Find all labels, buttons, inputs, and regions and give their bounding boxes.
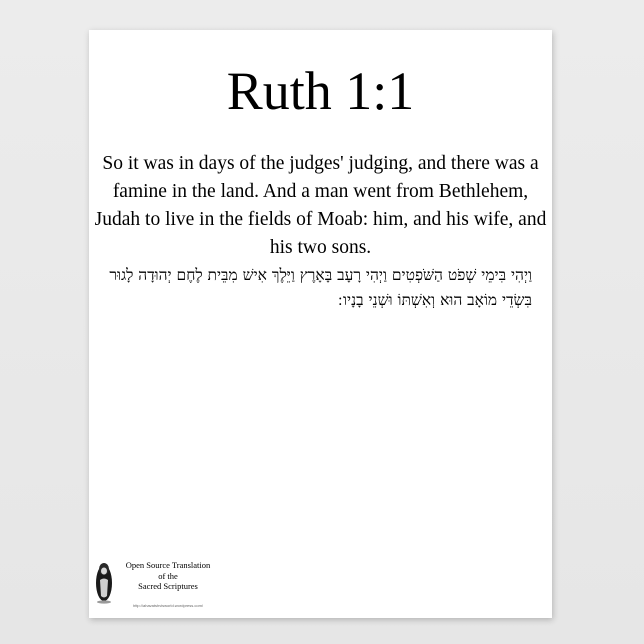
- publisher-line-3: Sacred Scriptures: [138, 581, 198, 591]
- publisher-line-1: Open Source Translation: [125, 560, 211, 570]
- publisher-line-2: of the: [158, 570, 178, 581]
- hebrew-verse: וַיְהִי בִּימֵי שְׁפֹט הַשֹּׁפְטִים וַיְהִי רָעָב בָּאָרֶץ וַיֵּלֶךְ אִישׁ מִבֵּית לֶחֶם יְהוּדָה לָגוּר בִּשְׂדֵי מוֹאָב הוּא וְאִשְׁתּוֹ וּשְׁנֵי בָנָיו ׃: [109, 266, 532, 309]
- publisher-name: [109, 560, 227, 592]
- poster: [89, 30, 552, 618]
- poster-title: Ruth 1:1: [226, 61, 415, 121]
- english-verse: So it was in days of the judges' judging, and there was a famine in the land. And a man went from Bethlehem, Judah to live in the fields of Moab: him, and his wife, and his two sons.: [94, 153, 547, 258]
- publisher-url: http://ahavatshvisworld.wordpress.com/: [132, 603, 204, 608]
